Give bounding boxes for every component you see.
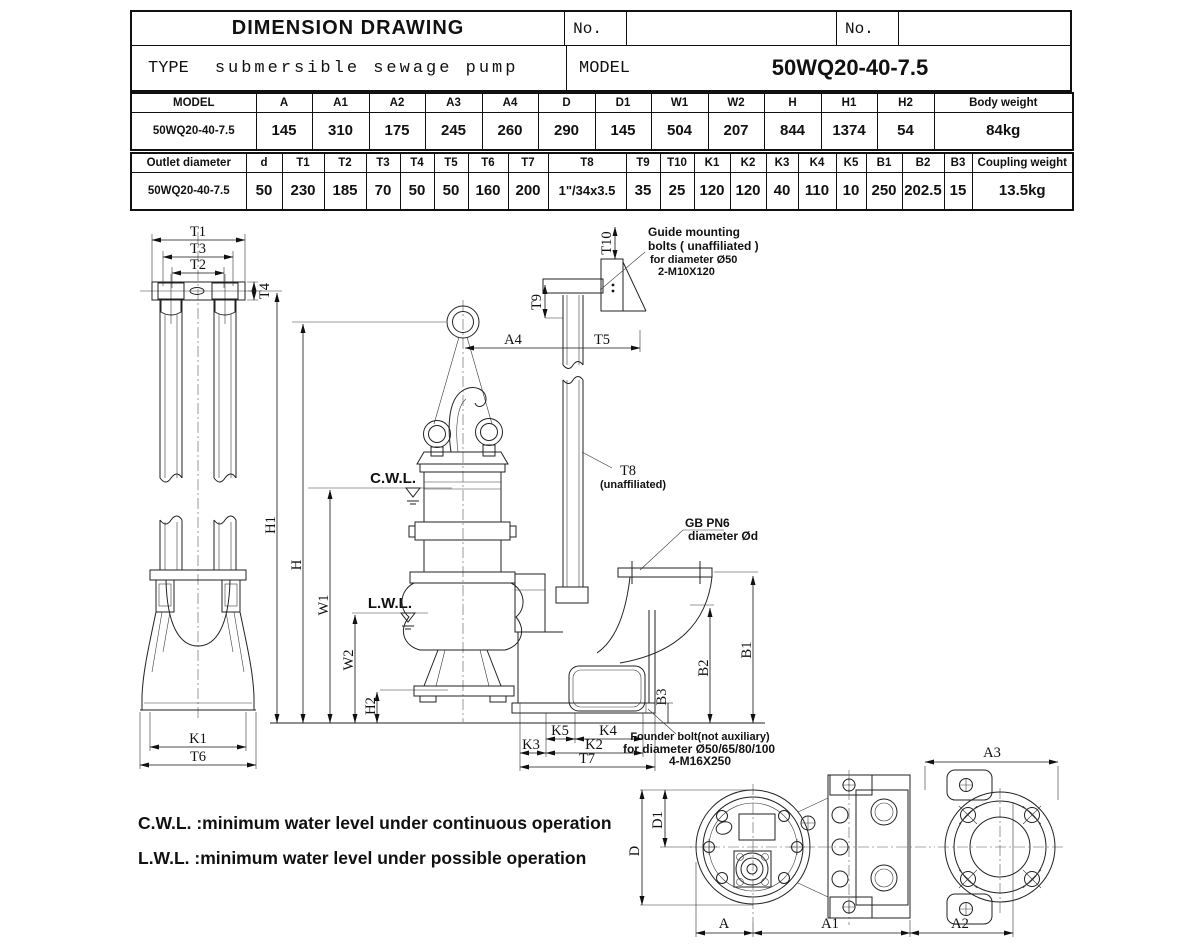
col-header: K3 [766,153,798,172]
col-header: B2 [902,153,944,172]
table-cell: 50 [434,172,468,210]
dim-label-a: A [718,916,730,932]
model-label: MODEL [579,58,631,78]
table-cell: 84kg [934,112,1073,150]
col-header: Coupling weight [972,153,1073,172]
lwl-label: L.W.L. [367,595,412,612]
col-header: T10 [660,153,694,172]
table-cell: 1374 [821,112,877,150]
table-cell: 310 [312,112,369,150]
col-header: B3 [944,153,972,172]
cwl-note: C.W.L. :minimum water level under continuous operation [138,813,612,833]
table-cell: 290 [538,112,595,150]
dim-label-d1: D1 [650,811,666,829]
dim-label-h1: H1 [263,516,279,534]
table-cell: 15 [944,172,972,210]
table-cell: 245 [425,112,482,150]
table-cell: 25 [660,172,694,210]
dim-label-b2: B2 [696,659,712,677]
col-header: Body weight [934,93,1073,112]
col-header: D [538,93,595,112]
dim-label-b3: B3 [654,688,670,706]
table-cell: 260 [482,112,538,150]
t8-callout-sub: (unaffiliated) [600,479,666,491]
col-header: W1 [651,93,708,112]
table-cell: 13.5kg [972,172,1073,210]
col-header: T5 [434,153,468,172]
dim-label-d: D [627,845,643,857]
no-label-1: No. [565,12,627,45]
guide-note-line4: 2-M10X120 [658,266,715,278]
dim-label-a3: A3 [983,745,1001,761]
dim-label-t10: T10 [599,231,615,255]
dim-label-t5: T5 [593,332,611,348]
dim-label-k3: K3 [522,737,540,753]
dim-label-h: H [289,559,305,571]
dim-label-h2: H2 [363,697,379,715]
table-cell: 50WQ20-40-7.5 [131,112,256,150]
model-value: 50WQ20-40-7.5 [771,55,929,80]
gb-diameter-label: diameter Ød [688,529,759,543]
guide-note-line3: for diameter Ø50 [650,254,738,266]
col-header: T9 [626,153,660,172]
col-header: T6 [468,153,508,172]
guide-rail-front-view [140,224,273,769]
col-header: D1 [595,93,651,112]
founder-note-line3: 4-M16X250 [668,754,732,768]
table-cell: 175 [369,112,425,150]
table-cell: 50WQ20-40-7.5 [131,172,246,210]
founder-note-line1: Founder bolt(not auxiliary) [630,731,770,743]
table-cell: 145 [256,112,312,150]
table-cell: 504 [651,112,708,150]
pump-installation-view [248,225,775,771]
table-cell: 50 [246,172,282,210]
col-header: B1 [866,153,902,172]
dim-label-w1: W1 [316,594,332,616]
table-cell: 35 [626,172,660,210]
table-cell: 145 [595,112,651,150]
dim-label-t3: T3 [189,241,207,257]
table-cell: 200 [508,172,548,210]
pump-plan-view [627,745,1066,937]
col-header: T8 [548,153,626,172]
dim-label-k2: K2 [585,737,603,753]
table-cell: 202.5 [902,172,944,210]
col-header: H1 [821,93,877,112]
col-header: H2 [877,93,934,112]
table-cell: 110 [798,172,836,210]
table-cell: 250 [866,172,902,210]
table-cell: 185 [324,172,366,210]
col-header: T1 [282,153,324,172]
lwl-note: L.W.L. :minimum water level under possible operation [138,848,587,868]
col-header: K4 [798,153,836,172]
col-header: A [256,93,312,112]
table-cell: 54 [877,112,934,150]
dim-label-t2: T2 [189,257,207,273]
col-header: MODEL [131,93,256,112]
col-header: T3 [366,153,400,172]
dim-label-w2: W2 [341,649,357,671]
dim-label-k1: K1 [189,731,207,747]
dim-label-t6: T6 [189,749,207,765]
col-header: K5 [836,153,866,172]
type-value: submersible sewage pump [214,58,519,78]
dim-label-b1: B1 [739,641,755,659]
sheet-title: DIMENSION DRAWING [132,12,565,45]
dim-label-k5: K5 [551,723,569,739]
col-header: A1 [312,93,369,112]
col-header: T4 [400,153,434,172]
gb-pn6-label: GB PN6 [685,516,730,530]
col-header: Outlet diameter [131,153,246,172]
table-cell: 120 [730,172,766,210]
guide-note-line2: bolts ( unaffiliated ) [648,239,759,253]
col-header: A3 [425,93,482,112]
table-cell: 160 [468,172,508,210]
col-header: A2 [369,93,425,112]
founder-note-line2: for diameter Ø50/65/80/100 [622,742,776,756]
col-header: K2 [730,153,766,172]
col-header: T2 [324,153,366,172]
col-header: K1 [694,153,730,172]
table-cell: 50 [400,172,434,210]
dim-label-t7: T7 [578,751,596,767]
table-cell: 1"/34x3.5 [548,172,626,210]
table-cell: 844 [764,112,821,150]
table-cell: 40 [766,172,798,210]
col-header: T7 [508,153,548,172]
col-header: H [764,93,821,112]
table-cell: 70 [366,172,400,210]
dim-label-a1: A1 [821,916,839,932]
dim-label-t9: T9 [529,293,545,311]
guide-note-line1: Guide mounting [648,225,740,239]
dim-label-a4: A4 [504,332,522,348]
dim-label-k4: K4 [599,723,617,739]
cwl-label: C.W.L. [370,470,416,487]
dim-label-a2: A2 [951,916,969,932]
t8-callout: T8 [619,463,637,479]
col-header: A4 [482,93,538,112]
dim-label-t4: T4 [257,282,273,300]
col-header: d [246,153,282,172]
no-label-2: No. [837,12,899,45]
table-cell: 120 [694,172,730,210]
dim-label-t1: T1 [189,224,207,240]
table-cell: 10 [836,172,866,210]
table-cell: 207 [708,112,764,150]
col-header: W2 [708,93,764,112]
table-cell: 230 [282,172,324,210]
type-label: TYPE [148,58,189,78]
